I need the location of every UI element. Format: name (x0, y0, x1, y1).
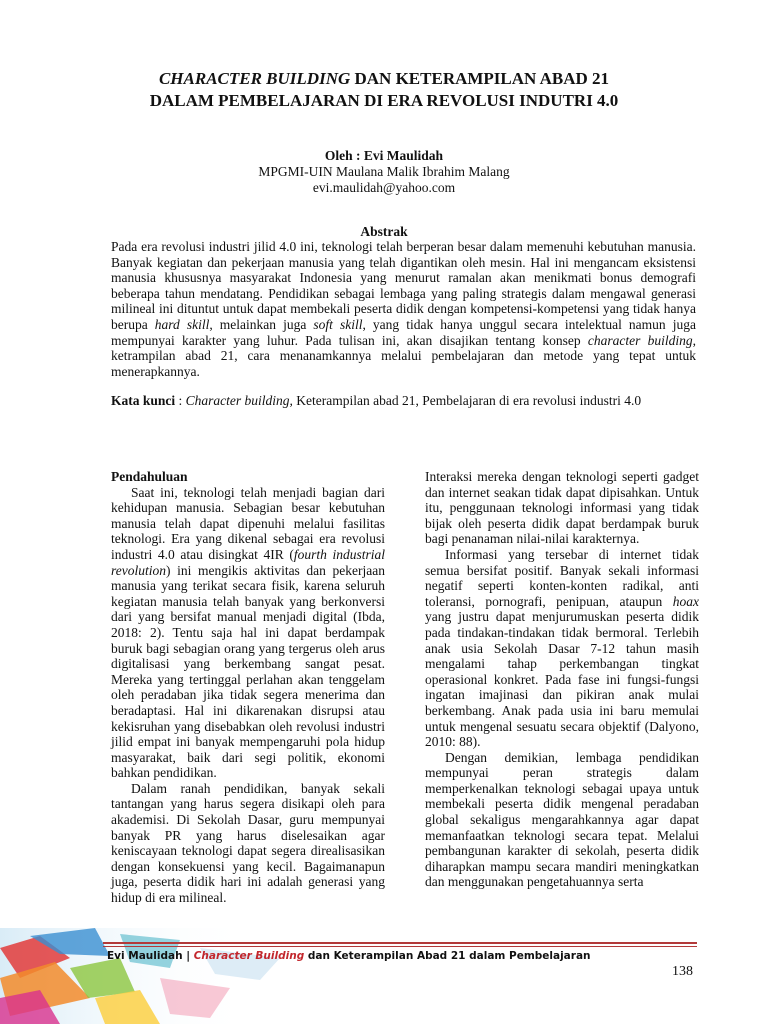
keywords-rest: Keterampilan abad 21, Pembelajaran di era revolusi industri 4.0 (292, 393, 642, 408)
abstract-part4: , ketrampilan abad 21, cara menanamkannya melalui pembelajaran dan metode yang tepat untuk menerapkannya. (111, 332, 696, 379)
keywords-sep: : (175, 393, 186, 408)
left-p1b: ) ini mengikis aktivitas dan pekerjaan manusia yang terikat secara fisik, karena seluruh kegiatan manusia telah banyak yang berkonversi dari yang bersifat manual menjadi digital (Ibda, 2018: 2). Tentu saja hal ini dapat berdampak buruk bagi sebagian orang yang tergerus oleh arus digitalisasi yang berkembang sangat pesat. Mereka yang tertinggal perlahan akan tenggelam oleh peradaban jika tidak segera menerima dan beradaptasi. Hal ini dikarenakan disrupsi atau kekisruhan yang disebabkan oleh revolusi industri jilid empat ini banyak mempengaruhi pola hidup masyarakat, baik dari segi politik, ekonomi bahkan pendidikan. (111, 562, 385, 781)
abstract-heading: Abstrak (360, 224, 408, 239)
left-column (111, 469, 385, 906)
keywords-italic: Character building, (185, 393, 293, 408)
abstract-text (111, 239, 696, 379)
right-p2a: Informasi yang tersebar di internet tidak semua bersifat positif. Banyak sekali informasi negatif seperti konten-konten radikal, anti toleransi, pornografi, penipuan, ataupun (425, 546, 699, 609)
left-p1a: Saat ini, teknologi telah menjadi bagian dari kehidupan manusia. Sebagian besar kebutuhan manusia telah dapat dipenuhi melalui fasilitas teknologi. Era yang dikenal sebagai era revolusi industri 4.0 atau disingkat 4IR ( (111, 484, 385, 562)
paragraph (425, 547, 699, 750)
title-line-1 (60, 68, 708, 90)
footer-italic: Character Building (193, 950, 305, 962)
footer-rest: dan Keterampilan Abad 21 dalam Pembelajaran (304, 950, 591, 962)
section-heading-pendahuluan: Pendahuluan (111, 469, 188, 484)
abstract-part3: , yang tidak hanya unggul secara intelektual namun juga mempunyai karakter yang luhur. Pada tulisan ini, akan disajikan tentang konsep (111, 316, 696, 348)
keywords-label: Kata kunci (111, 393, 176, 408)
title-italic: CHARACTER BUILDING (158, 69, 351, 88)
keywords (111, 393, 696, 409)
paragraph: Dengan demikian, lembaga pendidikan mempunyai peran strategis dalam memperkenalkan teknologi sebagai upaya untuk membekali peserta didik mengenal peradaban global sekaligus mengarahkannya agar dapat memanfaatkan teknologi secara tepat. Melalui pembangunan karakter di sekolah, peserta didik diharapkan mampu secara mandiri meningkatkan dan menggunakan pengetahuannya serta (425, 749, 699, 890)
abstract-part1: Pada era revolusi industri jilid 4.0 ini, teknologi telah berperan besar dalam memenuhi kebutuhan manusia. Banyak kegiatan dan pekerjaan manusia yang telah digantikan oleh mesin. Hal ini mengancam eksistensi manusia khususnya masyarakat Indonesia yang menurut ramalan akan menikmati bonus demografi beberapa tahun mendatang. Pendidikan sebagai lembaga yang paling strategis dalam mengawal generasi milineal ini dituntut untuk dapat membekali peserta didik dengan kompetensi-kompetensi yang tidak hanya berupa (111, 239, 696, 332)
right-p2-italic: hoax (672, 593, 699, 609)
abstract-character-building: character building (587, 332, 693, 348)
title-line-2: DALAM PEMBELAJARAN DI ERA REVOLUSI INDUTRI 4.0 (149, 91, 619, 110)
paper-title (60, 68, 708, 112)
left-p1-italic: fourth industrial revolution (111, 546, 386, 578)
abstract-soft-skill: soft skill (313, 316, 363, 332)
footer-rule (103, 942, 697, 944)
right-column (425, 469, 699, 890)
author-byline: Oleh : Evi Maulidah (324, 148, 444, 163)
footer-author: Evi Maulidah | (107, 950, 194, 962)
paragraph: Dalam ranah pendidikan, banyak sekali tantangan yang harus segera disikapi oleh para akademisi. Di Sekolah Dasar, guru mempunyai banyak PR yang harus diselesaikan agar keniscayaan teknologi dapat segera direalisasikan dengan konsekuensi yang kecil. Bagaimanapun juga, peserta didik hari ini adalah generasi yang hidup di era milineal. (111, 780, 385, 906)
page-number: 138 (672, 964, 693, 979)
title-line1-rest: DAN KETERAMPILAN ABAD 21 (350, 69, 610, 88)
author-email: evi.maulidah@yahoo.com (312, 180, 456, 195)
author-block (60, 148, 708, 196)
author-affiliation: MPGMI-UIN Maulana Malik Ibrahim Malang (258, 164, 510, 179)
paragraph (111, 485, 385, 781)
paragraph: Interaksi mereka dengan teknologi seperti gadget dan internet seakan tidak dapat dipisahkan. Untuk itu, penggunaan teknologi informasi yang tidak bijak oleh peserta didik dapat berdampak buruk bagi penanaman nilai-nilai karakternya. (425, 469, 699, 547)
right-p2b: yang justru dapat menjurumuskan peserta didik pada tindakan-tindakan tidak bermoral. Terlebih anak usia Sekolah Dasar 7-12 tahun masih mengalami tahap perkembangan tingkat operasional konkret. Pada fase ini fungsi-fungsi ingatan imajinasi dan pikiran anak mulai berkembang. Anak pada usia ini baru memulai untuk mengenal sesuatu secara objektif (Dalyono, 2010: 88). (425, 609, 699, 750)
abstract-part2: , melainkan juga (209, 316, 314, 332)
footer-rule-thin (103, 946, 697, 947)
abstract-hard-skill: hard skill (154, 316, 210, 332)
running-footer (107, 950, 591, 962)
